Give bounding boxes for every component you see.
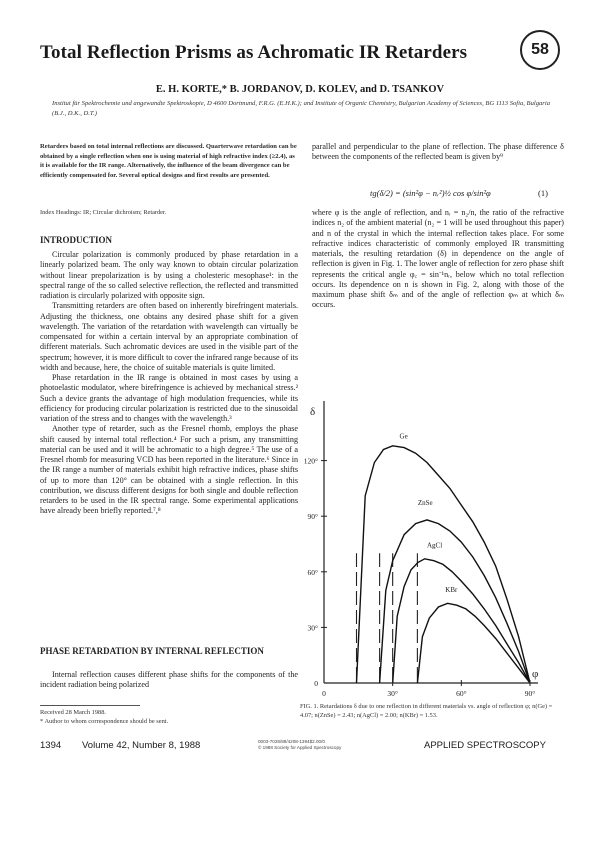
right-paragraph: where φ is the angle of reflection, and nᵣ = n₂/n, the ratio of the refractive indices n₂ of the ambient material (n₂ = 1 will be used throughout this paper) and n of the crystal in which the internal reflection takes place. For some refractive indices characteristic of commonly employed IR transmitting materials, the resulting retardation (δ) in dependence on the angle of reflection is given in Fig. 1. The lower angle of reflection for zero phase shift represents the critical angle φ꜀ = sin⁻¹nᵣ, below which no total reflection occurs. Its dependence on n is shown in Fig. 2, along with those of the maximum phase shift δₘ and of the angle of reflection φₘ at which δₘ occurs. — [312, 208, 564, 310]
critical-angle-markers — [357, 553, 418, 681]
series-label: KBr — [445, 586, 458, 595]
intro-paragraph: Another type of retarder, such as the Fresnel rhomb, employs the phase shift caused by internal total reflection.⁴ For such a prism, any transmitting material can be used and it will be achromatic to a high degree.⁵ The use of a Fresnel rhomb for measuring VCD has been reported in the literature.⁶ Since in the IR range a number of materials exhibit high refractive indices, phase shifts of up to more than 120° can be obtained with a single reflection. In this contribution, we discuss different designs for both single and double reflection retarders to be used in the IR spectral range. Some experimental applications have already been briefly reported.⁷,⁸ — [40, 424, 298, 516]
footnote-received: Received 28 March 1988. — [40, 709, 107, 716]
intro-heading: INTRODUCTION — [40, 235, 113, 245]
footer-issn-line: 0003-7028/88/4208-1394$2.00/0 — [258, 739, 325, 744]
series-line-agcl — [393, 559, 530, 683]
series-label: AgCl — [427, 541, 443, 550]
section2-paragraph: Internal reflection causes different phase shifts for the components of the incident radiation being polarized — [40, 670, 298, 690]
footnote-rule — [40, 705, 140, 706]
footer-volume: Volume 42, Number 8, 1988 — [82, 740, 201, 751]
y-tick-label: 90° — [307, 512, 318, 522]
y-tick-label: 0 — [314, 679, 318, 688]
section2-body — [40, 670, 298, 691]
abstract: Retarders based on total internal reflections are discussed. Quarterwave retardation can be obtained by a single reflection when one is using material of high refractive index (≥2.4), as it is available for the IR range. Alternatively, the influence of the beam divergence can be efficiently compensated for. Several optical designs and first results are presented. — [40, 143, 297, 179]
right-paragraph: parallel and perpendicular to the plane of reflection. The phase difference δ between the components of the reflected beam is given by⁹ — [312, 142, 564, 162]
equation: tg(δ/2) = (sin²φ − nᵣ²)½ cos φ/sin²φ — [370, 188, 491, 198]
x-tick-label: 0 — [322, 689, 326, 698]
footer-journal: APPLIED SPECTROSCOPY — [424, 740, 546, 751]
intro-paragraph: Transmitting retarders are often based on inherently birefringent materials. Adjusting the thickness, one obtains any desired phase shift for a given wavelength. The variation of the retardation with wavelength can virtually be compensated for within a certain interval by an appropriate combination of different materials. Such achromatic devices are used in the visible part of the spectrum; however, it is more difficult to cover the infrared range because of its width and because, here, the choice of suitable materials is quite limited. — [40, 301, 298, 372]
intro-body — [40, 250, 298, 517]
figure-caption: FIG. 1. Retardations δ due to one reflection in different materials vs. angle of reflection φ; n(Ge) = 4.07; n(ZnSe) = 2.43; n(AgCl) = 2.00; n(KBr) = 1.53. — [300, 703, 553, 719]
page-number-badge: 58 — [520, 30, 560, 70]
x-tick-label: 60° — [456, 689, 467, 698]
section2-heading: PHASE RETARDATION BY INTERNAL REFLECTION — [40, 646, 264, 656]
intro-paragraph: Circular polarization is commonly produced by phase retardation in a linearly polarized beam. The only way known to obtain circular polarization without linear prepolarization is by using a cholesteric mesophase¹: in the spectral range of the so called selective reflection, the reflected and transmitted radiation is circularly polarized with opposite sign. — [40, 250, 298, 300]
equation-number: (1) — [538, 188, 548, 198]
series-label: ZnSe — [417, 499, 433, 508]
x-axis-label: φ — [532, 668, 539, 680]
paper-title: Total Reflection Prisms as Achromatic IR Retarders — [40, 42, 468, 63]
chart-series — [357, 432, 531, 683]
y-axis-label: δ — [310, 406, 316, 418]
authors: E. H. KORTE,* B. JORDANOV, D. KOLEV, and D. TSANKOV — [155, 84, 445, 95]
figure-1-chart — [300, 395, 562, 700]
chart-axes — [307, 401, 539, 683]
footer-page-number: 1394 — [40, 740, 62, 751]
footer-issn — [258, 739, 341, 751]
footer-copyright: © 1988 Society for Applied Spectroscopy — [258, 745, 342, 750]
y-tick-label: 120° — [303, 456, 318, 466]
index-headings: Index Headings: IR; Circular dichroism; Retarder. — [40, 209, 167, 216]
x-tick-label: 30° — [387, 689, 398, 698]
series-line-kbr — [417, 603, 530, 683]
x-tick-label: 90° — [524, 689, 536, 698]
y-tick-label: 30° — [307, 623, 318, 633]
y-tick-label: 60° — [307, 567, 318, 577]
right-text-top — [312, 142, 564, 163]
right-text-after — [312, 208, 564, 311]
series-label: Ge — [399, 432, 408, 441]
intro-paragraph: Phase retardation in the IR range is obtained in most cases by using a photoelastic modulator, where birefringence is achieved by mechanical stress.² Such a device grants the advantage of high modulation frequencies, while its efficiency for producing circular polarization is restricted due to the sinusoidal variation of the stress and to changes with the wavelength.³ — [40, 373, 298, 423]
affiliation: Institut für Spektrochemie und angewandte Spektroskopie, D 4600 Dortmund, F.R.G. (E.H.K.); and Institute of Organic Chemistry, Bulgarian Academy of Sciences, BG 1113 Sofia, Bulgaria (B.J., D.K., D.T.) — [52, 100, 551, 117]
footnote-author: * Author to whom correspondence should be sent. — [40, 718, 169, 725]
